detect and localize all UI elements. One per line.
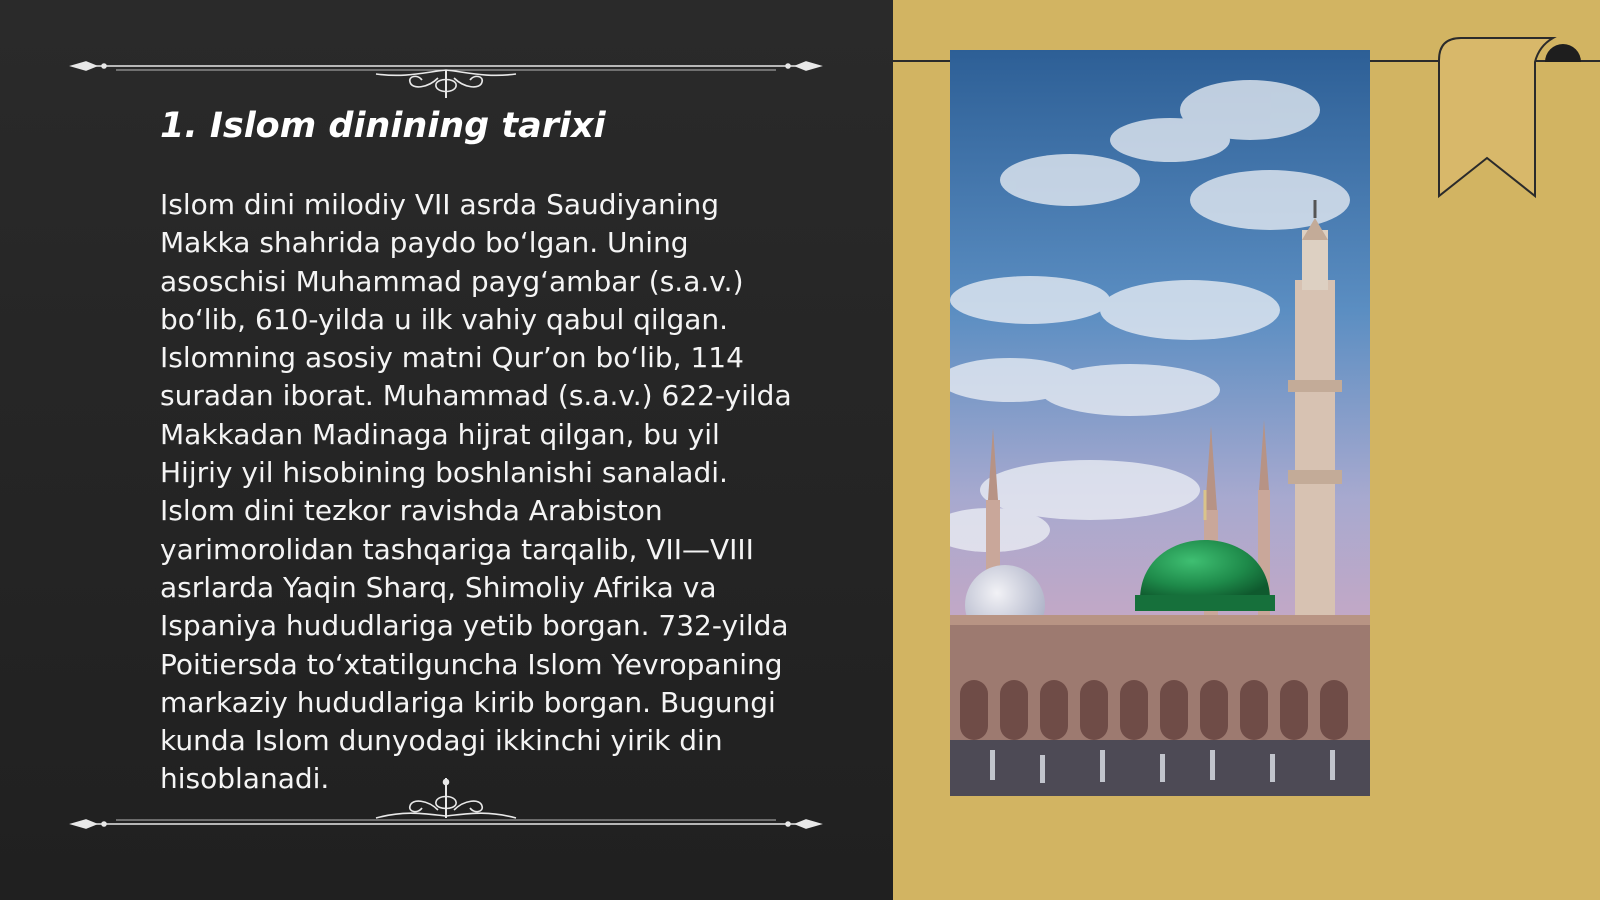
top-flourish-divider-icon bbox=[66, 38, 826, 98]
bottom-flourish-divider-icon bbox=[66, 774, 826, 834]
slide-body-text: Islom dini milodiy VII asrda Saudiyaning Makka shahrida paydo bo‘lgan. Uning asoschisi Muhammad payg‘ambar (s.a.v.) bo‘lib, 610-yilda u ilk vahiy qabul qilgan. Islomning asosiy matni Qur’on bo‘lib, 114 suradan iborat. Muhammad (s.a.v.) 622-yilda Makkadan Madinaga hijrat qilgan, bu yil Hijriy yil hisobining boshlanishi sanaladi. Islom dini tezkor ravishda Arabiston yarimorolidan tashqariga tarqalib, VII—VIII asrlarda Yaqin Sharq, Shimoliy Afrika va Ispaniya hududlariga yetib borgan. 732-yilda Poitiersda to‘xtatilguncha Islom Yevropaning markaziy hududlariga kirib borgan. Bugungi kunda Islom dunyodagi ikkinchi yirik din hisoblanadi. bbox=[160, 188, 792, 796]
slide-title: 1. Islom dinining tarixi bbox=[160, 106, 606, 146]
mosque-photo bbox=[950, 50, 1370, 796]
bookmark-ribbon-icon bbox=[1435, 36, 1585, 202]
